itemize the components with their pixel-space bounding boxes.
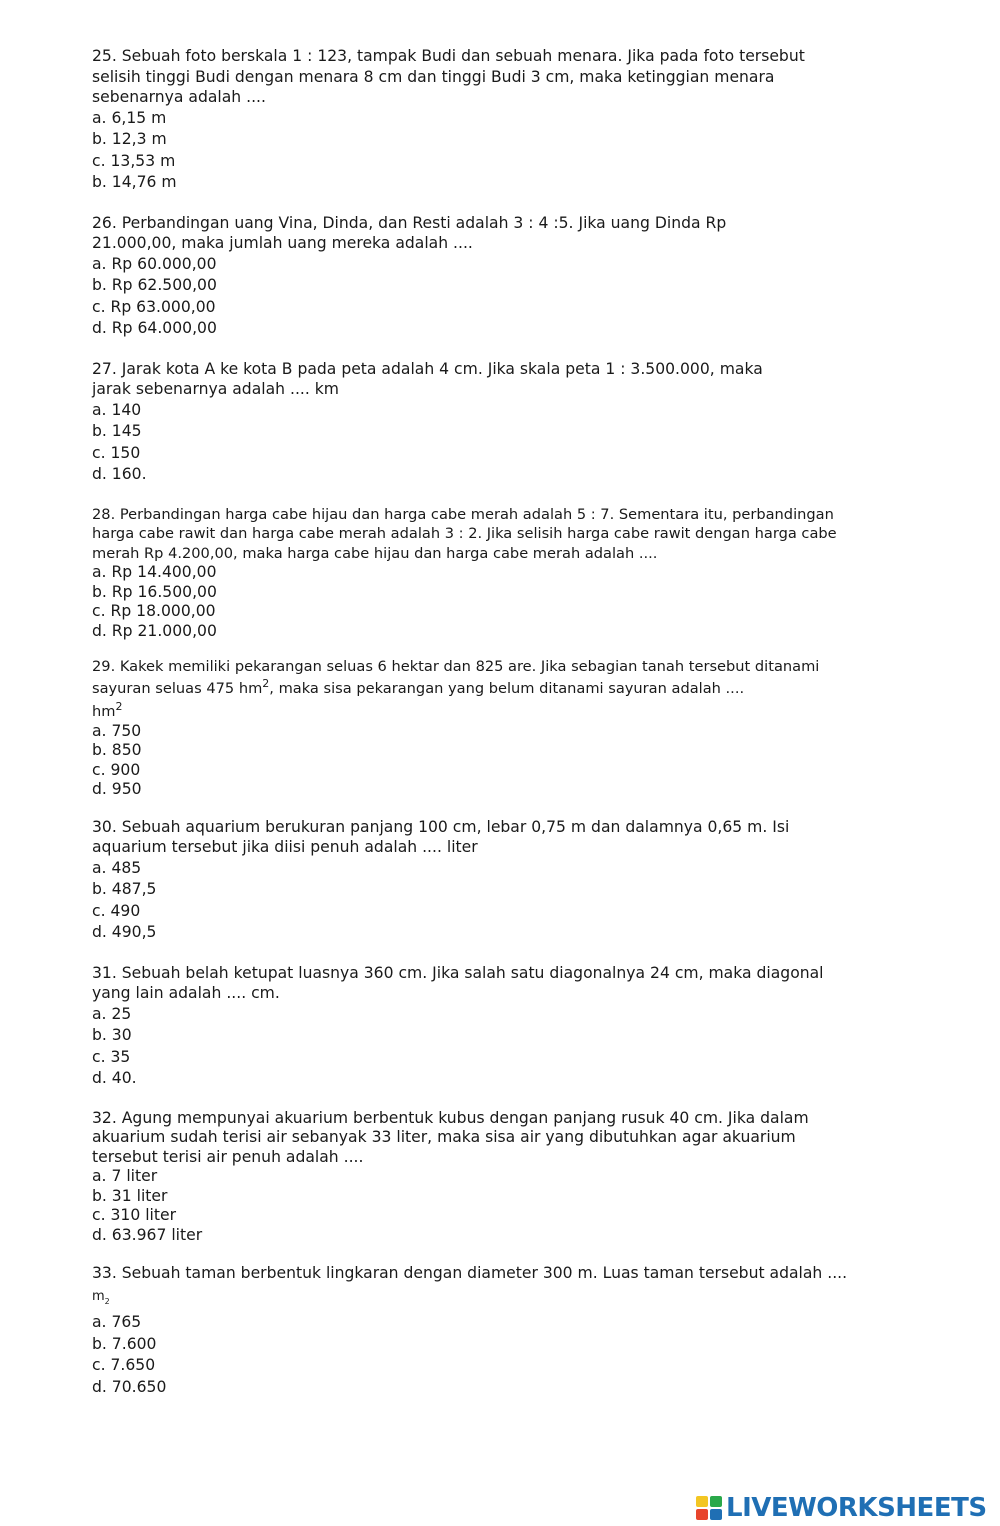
brand-text: LIVEWORKSHEETS <box>726 1493 987 1523</box>
question-text: 29. Kakek memiliki pekarangan seluas 6 hektar dan 825 are. Jika sebagian tanah tersebut ditanami sayuran seluas 475 $hm^2$, maka sisa pekarangan yang belum ditanami sayuran adalah .... $hm^2$ <box>92 658 820 720</box>
option-d[interactable]: d. Rp 21.000,00 <box>92 621 217 640</box>
question-27 <box>92 359 902 486</box>
liveworksheets-logo-icon <box>694 1493 724 1523</box>
answer-options <box>92 108 902 194</box>
option-b[interactable]: b. 850 <box>92 741 142 759</box>
worksheet-page <box>92 46 902 1415</box>
answer-options <box>92 400 902 486</box>
option-d[interactable]: b. 14,76 m <box>92 173 177 191</box>
option-c[interactable]: c. 490 <box>92 901 141 920</box>
option-c[interactable]: c. 150 <box>92 443 141 462</box>
option-c[interactable]: c. Rp 63.000,00 <box>92 297 216 316</box>
liveworksheets-brand <box>694 1490 987 1526</box>
option-c[interactable]: c. Rp 18.000,00 <box>92 602 216 620</box>
option-a[interactable]: a. Rp 60.000,00 <box>92 254 217 273</box>
answer-options <box>92 722 902 800</box>
answer-options <box>92 1004 902 1090</box>
option-b[interactable]: b. Rp 62.500,00 <box>92 276 217 294</box>
option-a[interactable]: a. 7 liter <box>92 1167 158 1185</box>
question-28 <box>92 505 902 642</box>
answer-options <box>92 563 902 641</box>
question-29 <box>92 657 902 800</box>
option-d[interactable]: d. 70.650 <box>92 1377 167 1396</box>
option-d[interactable]: d. 40. <box>92 1069 137 1087</box>
option-a[interactable]: a. 140 <box>92 400 142 419</box>
question-33 <box>92 1263 902 1398</box>
option-b[interactable]: b. 7.600 <box>92 1334 157 1353</box>
question-31 <box>92 963 902 1090</box>
option-b[interactable]: b. 30 <box>92 1026 132 1044</box>
question-26 <box>92 213 902 340</box>
option-a[interactable]: a. 6,15 m <box>92 108 167 127</box>
answer-options <box>92 1167 902 1245</box>
question-25 <box>92 46 902 194</box>
option-a[interactable]: a. 765 <box>92 1313 142 1331</box>
option-b[interactable]: b. Rp 16.500,00 <box>92 582 217 601</box>
question-30 <box>92 817 902 944</box>
question-text: 31. Sebuah belah ketupat luasnya 360 cm. Jika salah satu diagonalnya 24 cm, maka diagonal yang lain adalah .... cm. <box>92 963 824 1002</box>
option-c[interactable]: c. 35 <box>92 1047 131 1066</box>
option-b[interactable]: b. 12,3 m <box>92 130 167 148</box>
option-b[interactable]: b. 31 liter <box>92 1186 168 1205</box>
question-text: 26. Perbandingan uang Vina, Dinda, dan Resti adalah 3 : 4 :5. Jika uang Dinda Rp 21.000,00, maka jumlah uang mereka adalah .... <box>92 213 727 252</box>
option-a[interactable]: a. 25 <box>92 1004 132 1023</box>
option-d[interactable]: d. 490,5 <box>92 923 157 941</box>
option-b[interactable]: b. 487,5 <box>92 880 157 898</box>
question-text: 30. Sebuah aquarium berukuran panjang 100 cm, lebar 0,75 m dan dalamnya 0,65 m. Isi aquarium tersebut jika diisi penuh adalah .... liter <box>92 817 790 856</box>
answer-options <box>92 858 902 944</box>
question-text: 25. Sebuah foto berskala 1 : 123, tampak Budi dan sebuah menara. Jika pada foto tersebut selisih tinggi Budi dengan menara 8 cm dan tinggi Budi 3 cm, maka ketinggian menara sebenarnya adalah .... <box>92 47 805 106</box>
option-a[interactable]: a. 750 <box>92 721 142 740</box>
question-32 <box>92 1109 902 1246</box>
option-d[interactable]: d. 950 <box>92 780 142 798</box>
option-d[interactable]: d. Rp 64.000,00 <box>92 319 217 337</box>
option-c[interactable]: c. 13,53 m <box>92 151 176 170</box>
question-text: 32. Agung mempunyai akuarium berbentuk kubus dengan panjang rusuk 40 cm. Jika dalam akuarium sudah terisi air sebanyak 33 liter, maka sisa air yang dibutuhkan agar akuarium tersebut terisi air penuh adalah .... <box>92 1108 809 1166</box>
question-text: 27. Jarak kota A ke kota B pada peta adalah 4 cm. Jika skala peta 1 : 3.500.000, maka jarak sebenarnya adalah .... km <box>92 359 763 398</box>
question-text: 33. Sebuah taman berbentuk lingkaran dengan diameter 300 m. Luas taman tersebut adalah .... $m_2$ <box>92 1264 848 1306</box>
option-d[interactable]: d. 63.967 liter <box>92 1225 203 1244</box>
answer-options <box>92 254 902 340</box>
option-a[interactable]: a. 485 <box>92 858 142 877</box>
option-c[interactable]: c. 310 liter <box>92 1206 176 1224</box>
option-a[interactable]: a. Rp 14.400,00 <box>92 563 217 581</box>
question-text: 28. Perbandingan harga cabe hijau dan harga cabe merah adalah 5 : 7. Sementara itu, perbandingan harga cabe rawit dan harga cabe merah adalah 3 : 2. Jika selisih harga cabe rawit dengan harga cabe merah Rp 4.200,00, maka harga cabe hijau dan harga cabe merah adalah .... <box>92 505 837 562</box>
answer-options <box>92 1312 902 1398</box>
option-d[interactable]: d. 160. <box>92 465 147 483</box>
option-b[interactable]: b. 145 <box>92 422 142 440</box>
option-c[interactable]: c. 900 <box>92 760 141 779</box>
option-c[interactable]: c. 7.650 <box>92 1356 156 1374</box>
